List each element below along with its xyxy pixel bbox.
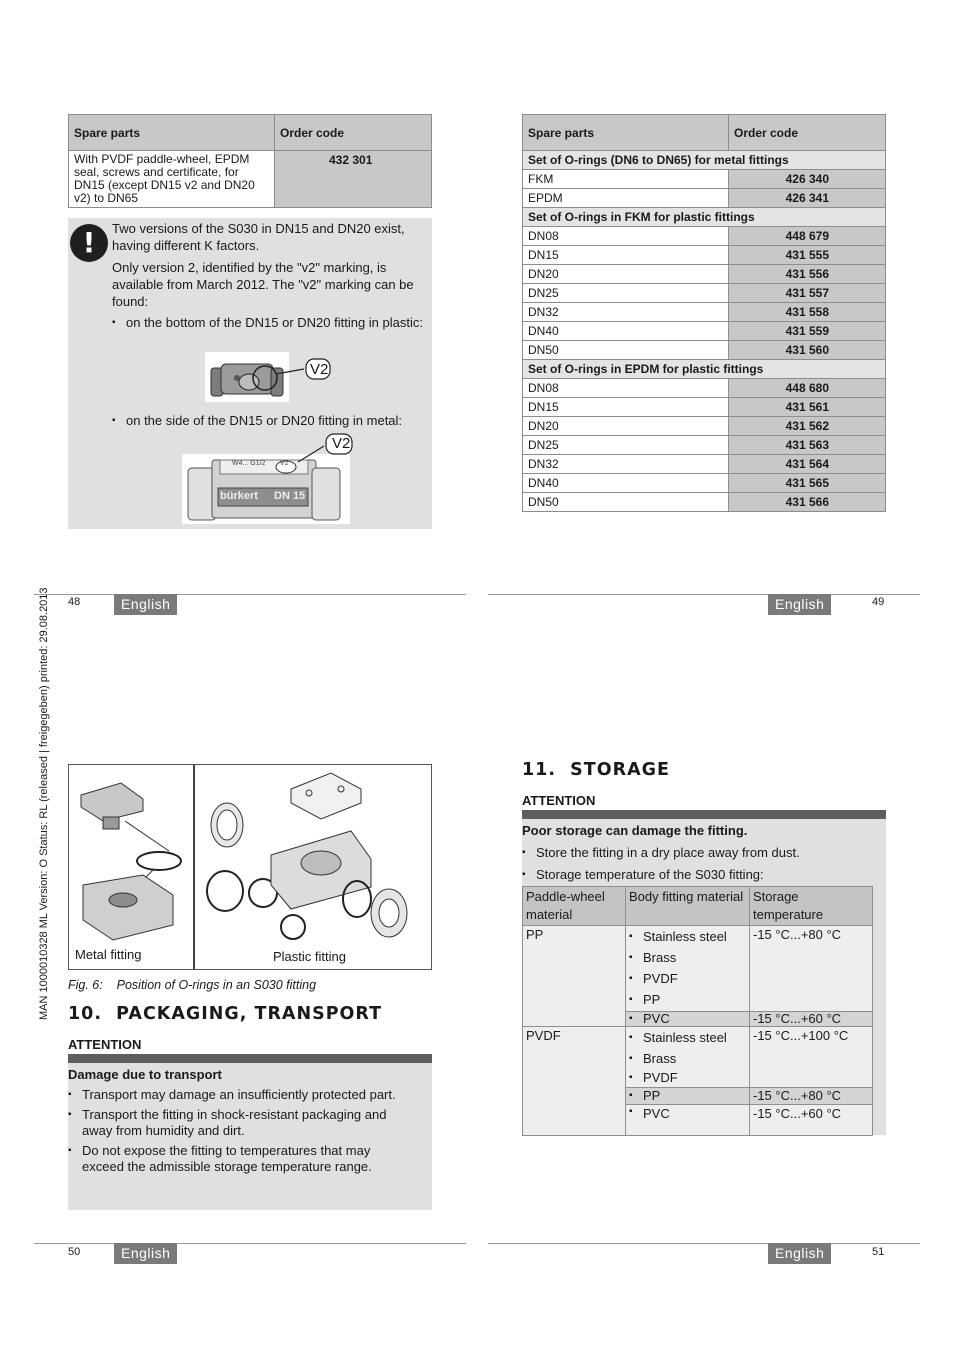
order-code: 431 565 <box>729 474 886 493</box>
material-item: ▪ PVC <box>629 1106 746 1121</box>
col-header-spare-parts: Spare parts <box>523 115 729 151</box>
table-row <box>523 417 886 436</box>
table-row <box>69 151 432 208</box>
row-order-code: 432 301 <box>275 151 432 208</box>
note-para-1: Two versions of the S030 in DN15 and DN20 exist, having different K factors. <box>112 221 405 253</box>
storage-bullet-1: ▪ Store the fitting in a dry place away from dust. <box>522 845 886 861</box>
note-bullet-2: ▪ on the side of the DN15 or DN20 fitting in metal: <box>112 412 444 429</box>
order-code: 431 555 <box>729 246 886 265</box>
note-bullet-1: ▪ on the bottom of the DN15 or DN20 fitting in plastic: <box>112 314 428 331</box>
note-box-v2 <box>68 218 432 529</box>
order-code: 448 679 <box>729 227 886 246</box>
table-row <box>523 455 886 474</box>
part-name: DN32 <box>523 455 729 474</box>
v2-label-metal: V2 <box>332 435 351 452</box>
note-para-2: Only version 2, identified by the "v2" marking, is available from March 2012. The "v2" marking can be found: <box>112 260 414 309</box>
metal-fitting-label: Metal fitting <box>75 947 142 962</box>
table-row <box>523 227 886 246</box>
language-tab-51: English <box>768 1243 831 1264</box>
material-item: ▪ PP <box>629 1088 746 1104</box>
footer-line-49 <box>488 594 920 595</box>
attention-bullet-2: ▪ Transport the fitting in shock-resistant packaging and away from humidity and dirt. <box>68 1107 412 1139</box>
table-row <box>523 379 886 398</box>
order-code: 431 556 <box>729 265 886 284</box>
body-pvc-pp <box>626 1012 750 1027</box>
page-number-50: 50 <box>68 1246 81 1258</box>
part-name: DN15 <box>523 398 729 417</box>
page-number-51: 51 <box>872 1246 885 1258</box>
storage-temperature-table <box>522 886 873 1136</box>
order-code: 448 680 <box>729 379 886 398</box>
order-code: 431 564 <box>729 455 886 474</box>
material-item: ▪ PVDF <box>629 1069 746 1086</box>
temp-pp-pvdf: -15 °C...+80 °C <box>750 1088 873 1105</box>
part-name: DN20 <box>523 417 729 436</box>
part-name: DN50 <box>523 493 729 512</box>
part-name: EPDM <box>523 189 729 208</box>
language-tab-49: English <box>768 594 831 615</box>
figure-divider <box>193 765 195 969</box>
language-tab-50: English <box>114 1243 177 1264</box>
material-item: ▪ Brass <box>629 947 746 968</box>
group-title: Set of O-rings (DN6 to DN65) for metal fittings <box>523 151 886 170</box>
page-number-49: 49 <box>872 596 885 608</box>
group-row <box>523 151 886 170</box>
spare-parts-table-49 <box>522 114 886 512</box>
attention-title-50: Damage due to transport <box>68 1067 222 1082</box>
plastic-fitting-label: Plastic fitting <box>273 949 346 964</box>
table-header-row <box>523 887 873 926</box>
material-item: ▪ Stainless steel <box>629 926 746 947</box>
order-code: 431 560 <box>729 341 886 360</box>
metal-fitting-dn: DN 15 <box>274 490 306 502</box>
metal-fitting-mark-v2: V2 <box>280 460 289 467</box>
part-name: FKM <box>523 170 729 189</box>
language-tab-48: English <box>114 594 177 615</box>
table-row <box>523 926 873 1012</box>
part-name: DN32 <box>523 303 729 322</box>
part-name: DN08 <box>523 379 729 398</box>
attention-heading-50: ATTENTION <box>68 1037 142 1052</box>
part-name: DN40 <box>523 474 729 493</box>
footer-line-50 <box>34 1243 466 1244</box>
group-title: Set of O-rings in FKM for plastic fittings <box>523 208 886 227</box>
table-row <box>523 398 886 417</box>
col-header-spare-parts: Spare parts <box>69 115 275 151</box>
attention-box-50 <box>68 1063 432 1210</box>
group-row <box>523 360 886 379</box>
attention-bar-50 <box>68 1054 432 1063</box>
table-row <box>523 341 886 360</box>
part-name: DN08 <box>523 227 729 246</box>
spare-parts-table-48 <box>68 114 432 208</box>
section-title-storage: 11. STORAGE <box>522 760 670 780</box>
table-row <box>523 284 886 303</box>
table-row <box>523 170 886 189</box>
table-row <box>523 265 886 284</box>
attention-heading-51: ATTENTION <box>522 793 596 808</box>
part-name: DN25 <box>523 436 729 455</box>
material-item: ▪ Stainless steel <box>629 1027 746 1048</box>
group-title: Set of O-rings in EPDM for plastic fittings <box>523 360 886 379</box>
order-code: 431 566 <box>729 493 886 512</box>
table-row <box>523 303 886 322</box>
part-name: DN50 <box>523 341 729 360</box>
order-code: 431 559 <box>729 322 886 341</box>
temp-pvdf: -15 °C...+100 °C <box>750 1027 873 1088</box>
row-description: With PVDF paddle-wheel, EPDM seal, screws and certificate, for DN15 (except DN15 v2 and DN20 v2) to DN65 <box>69 151 275 208</box>
table-row <box>523 436 886 455</box>
attention-bar-51 <box>522 810 886 819</box>
order-code: 431 563 <box>729 436 886 455</box>
order-code: 431 557 <box>729 284 886 303</box>
order-code: 426 340 <box>729 170 886 189</box>
section-title-packaging: 10. PACKAGING, TRANSPORT <box>68 1004 383 1024</box>
temp-pp: -15 °C...+80 °C <box>750 926 873 1012</box>
col-header-order-code: Order code <box>275 115 432 151</box>
part-name: DN15 <box>523 246 729 265</box>
part-name: DN20 <box>523 265 729 284</box>
body-pp-pvdf <box>626 1088 750 1105</box>
material-item: ▪ PVC <box>629 1012 746 1026</box>
table-row <box>523 246 886 265</box>
order-code: 431 558 <box>729 303 886 322</box>
material-item: ▪ Brass <box>629 1048 746 1069</box>
metal-fitting-drawing <box>73 775 189 950</box>
table-row <box>523 493 886 512</box>
order-code: 426 341 <box>729 189 886 208</box>
body-pvc-pvdf <box>626 1105 750 1136</box>
body-materials-pp <box>626 926 750 1012</box>
paddle-pp: PP <box>523 926 626 1027</box>
warning-icon: ! <box>70 224 108 262</box>
temp-pvc-pp: -15 °C...+60 °C <box>750 1012 873 1027</box>
plastic-fitting-drawing <box>201 769 427 949</box>
order-code: 431 561 <box>729 398 886 417</box>
table-row <box>523 474 886 493</box>
order-code: 431 562 <box>729 417 886 436</box>
footer-line-48 <box>34 594 466 595</box>
body-materials-pvdf <box>626 1027 750 1088</box>
temp-pvc-pvdf: -15 °C...+60 °C <box>750 1105 873 1136</box>
part-name: DN25 <box>523 284 729 303</box>
group-row <box>523 208 886 227</box>
table-row <box>523 322 886 341</box>
footer-line-51 <box>488 1243 920 1244</box>
metal-fitting-brand: bürkert <box>220 490 258 502</box>
v2-marker-metal <box>294 432 364 468</box>
page-number-48: 48 <box>68 596 81 608</box>
table-row <box>523 1027 873 1088</box>
col-header-storage-temp: Storage temperature <box>750 887 873 926</box>
attention-bullet-3: ▪ Do not expose the fitting to temperatures that may exceed the admissible storage temperature range. <box>68 1143 412 1175</box>
material-item: ▪ PP <box>629 989 746 1010</box>
attention-bullet-1: ▪ Transport may damage an insufficiently protected part. <box>68 1087 432 1103</box>
material-item: ▪ PVDF <box>629 968 746 989</box>
figure-o-rings <box>68 764 432 970</box>
storage-bullet-2: ▪ Storage temperature of the S030 fitting: <box>522 867 886 883</box>
part-name: DN40 <box>523 322 729 341</box>
col-header-body-material: Body fitting material <box>626 887 750 926</box>
attention-title-51: Poor storage can damage the fitting. <box>522 823 748 838</box>
col-header-order-code: Order code <box>729 115 886 151</box>
side-status-text: MAN 1000010328 ML Version: O Status: RL (released | freigegeben) printed: 29.08.2013 <box>38 587 50 1020</box>
figure-caption: Fig. 6: Position of O-rings in an S030 fitting <box>68 978 317 992</box>
paddle-pvdf: PVDF <box>523 1027 626 1136</box>
col-header-paddle-wheel: Paddle-wheel material <box>523 887 626 926</box>
v2-label: V2 <box>310 361 329 378</box>
table-row <box>523 189 886 208</box>
metal-fitting-mark-text: W4... G1/2 <box>232 460 266 467</box>
